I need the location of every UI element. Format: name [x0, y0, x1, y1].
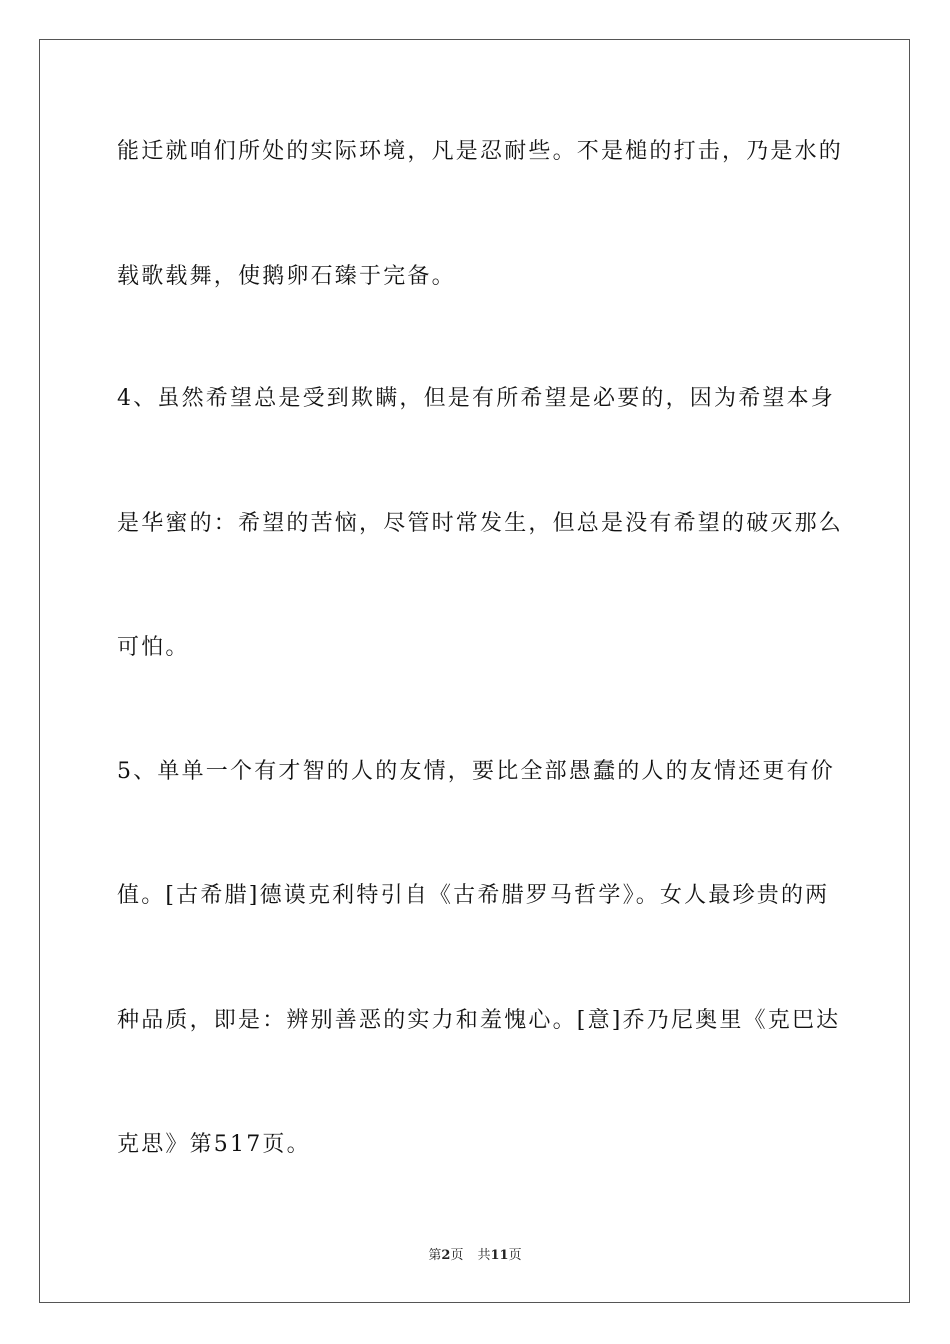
text-line-7: 值。[古希腊]德谟克利特引自《古希腊罗马哲学》。女人最珍贵的两	[117, 883, 830, 908]
page-number: 2	[441, 1248, 451, 1263]
text-line-6: 5、单单一个有才智的人的友情，要比全部愚蠢的人的友情还更有价	[117, 759, 835, 784]
page-prefix: 第	[428, 1248, 442, 1263]
total-suffix: 页	[508, 1248, 522, 1263]
total-prefix: 共	[477, 1248, 491, 1263]
page-frame	[39, 39, 910, 1303]
text-line-5: 可怕。	[117, 635, 190, 660]
text-line-1: 能迁就咱们所处的实际环境，凡是忍耐些。不是槌的打击，乃是水的	[117, 139, 844, 164]
text-line-3: 4、虽然希望总是受到欺瞒，但是有所希望是必要的，因为希望本身	[117, 386, 835, 411]
text-line-9: 克思》第517页。	[117, 1132, 311, 1157]
page-suffix: 页	[450, 1248, 464, 1263]
text-line-8: 种品质，即是：辨别善恶的实力和羞愧心。[意]乔乃尼奥里《克巴达	[117, 1008, 841, 1033]
text-line-4: 是华蜜的：希望的苦恼，尽管时常发生，但总是没有希望的破灭那么	[117, 511, 844, 536]
total-pages: 11	[490, 1248, 509, 1263]
text-line-2: 载歌载舞，使鹅卵石臻于完备。	[117, 264, 456, 289]
page-footer	[0, 1247, 950, 1265]
